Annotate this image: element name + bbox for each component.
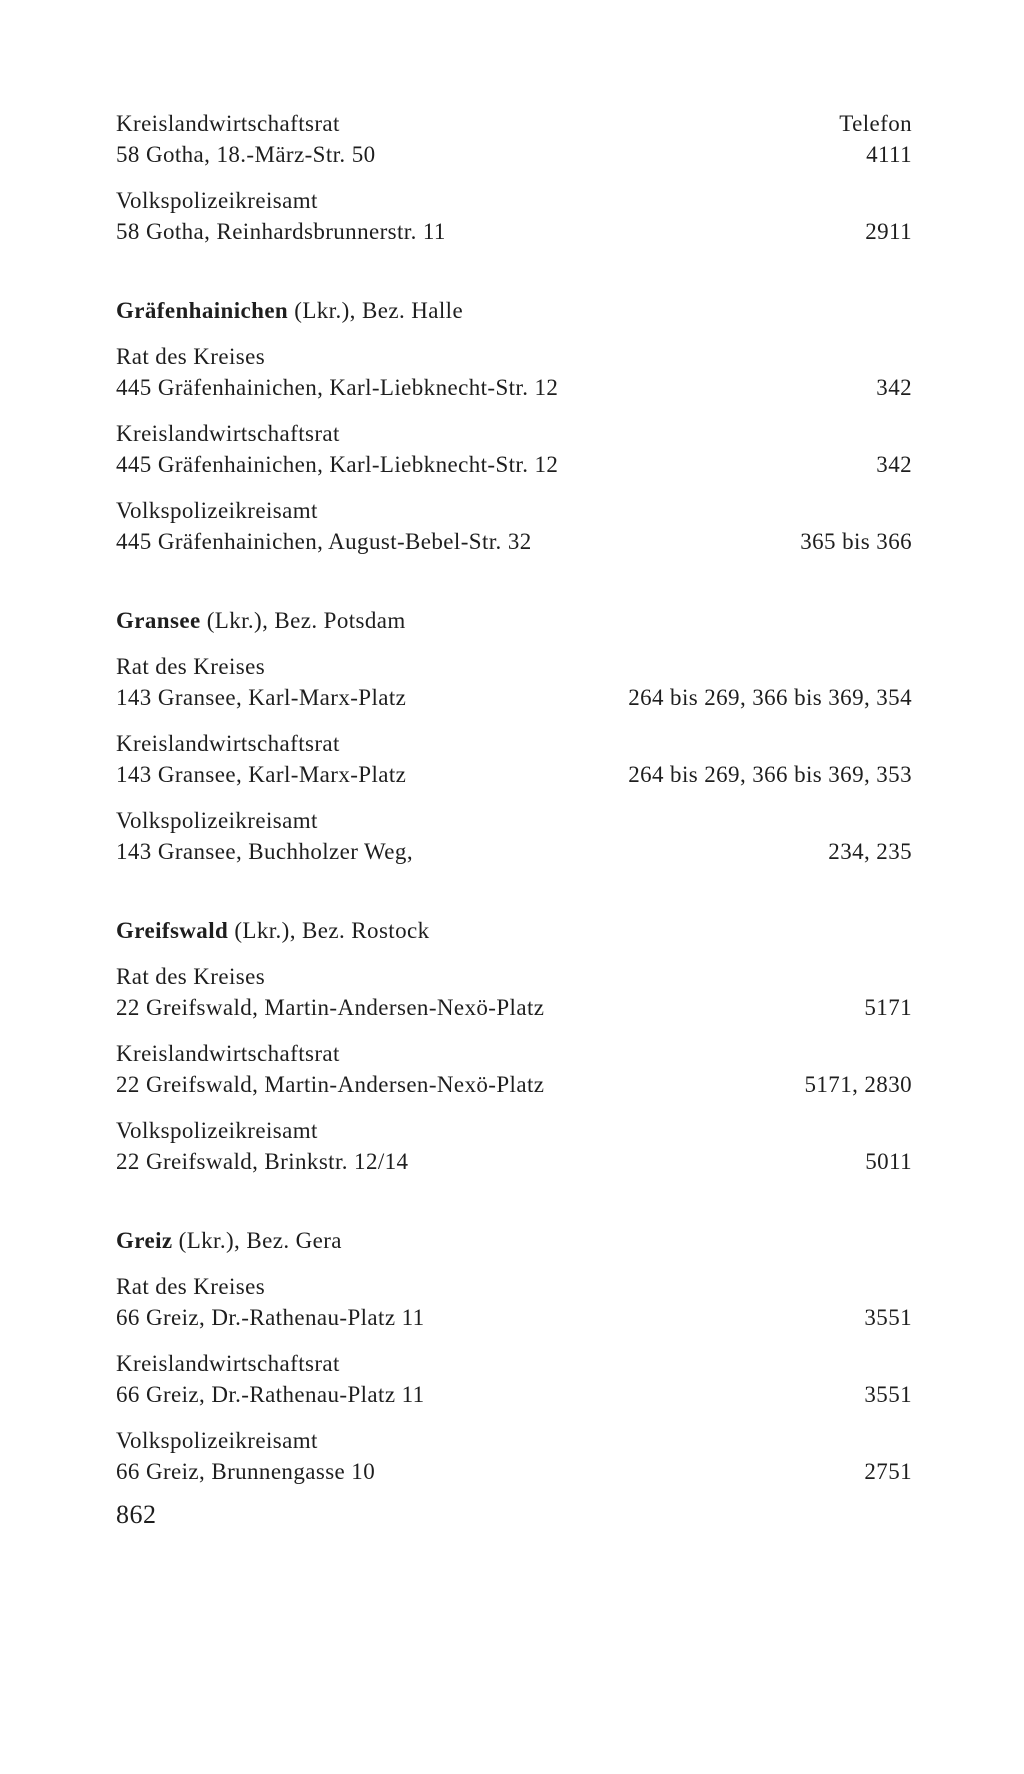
entry-label: Rat des Kreises [116, 964, 266, 989]
entry-label: Volkspolizeikreisamt [116, 1118, 318, 1143]
district-greifswald [116, 915, 912, 1177]
entry-phone: 234, 235 [828, 839, 912, 864]
district-suffix: (Lkr.), Bez. Potsdam [200, 608, 406, 633]
entry-phone: 5011 [865, 1149, 912, 1174]
gotha-continuation [116, 108, 912, 247]
district-name: Gransee [116, 608, 201, 633]
telefon-column-header: Telefon [839, 111, 912, 136]
directory-entry [116, 341, 912, 403]
directory-entry [116, 1115, 912, 1177]
entry-label: Kreislandwirtschaftsrat [116, 421, 340, 446]
district-graefenhainichen [116, 295, 912, 557]
directory-entry [116, 495, 912, 557]
entry-label: Kreislandwirtschaftsrat [116, 1351, 340, 1376]
district-heading [116, 605, 912, 636]
entry-address: 58 Gotha, 18.-März-Str. 50 [116, 142, 376, 167]
district-suffix: (Lkr.), Bez. Rostock [228, 918, 430, 943]
entry-phone: 2751 [864, 1459, 912, 1484]
district-greiz [116, 1225, 912, 1487]
page-number: 862 [116, 1500, 157, 1529]
entry-address: 143 Gransee, Karl-Marx-Platz [116, 762, 407, 787]
entry-phone: 4111 [866, 142, 912, 167]
directory-entry [116, 108, 912, 170]
entry-phone: 3551 [864, 1305, 912, 1330]
entry-phone: 3551 [864, 1382, 912, 1407]
entry-label: Volkspolizeikreisamt [116, 1428, 318, 1453]
district-name: Greiz [116, 1228, 173, 1253]
entry-phone: 5171, 2830 [804, 1072, 912, 1097]
entry-address: 22 Greifswald, Martin-Andersen-Nexö-Platz [116, 1072, 545, 1097]
entry-address: 445 Gräfenhainichen, Karl-Liebknecht-Str. 12 [116, 452, 559, 477]
entry-label: Kreislandwirtschaftsrat [116, 111, 340, 136]
entry-address: 66 Greiz, Brunnengasse 10 [116, 1459, 376, 1484]
directory-entry [116, 1348, 912, 1410]
entry-address: 445 Gräfenhainichen, August-Bebel-Str. 32 [116, 529, 532, 554]
directory-entry [116, 418, 912, 480]
district-name: Gräfenhainichen [116, 298, 289, 323]
entry-label: Kreislandwirtschaftsrat [116, 731, 340, 756]
directory-entry [116, 651, 912, 713]
entry-label: Volkspolizeikreisamt [116, 808, 318, 833]
entry-address: 66 Greiz, Dr.-Rathenau-Platz 11 [116, 1382, 425, 1407]
entry-phone: 365 bis 366 [800, 529, 912, 554]
entry-label: Volkspolizeikreisamt [116, 188, 318, 213]
district-suffix: (Lkr.), Bez. Gera [172, 1228, 342, 1253]
entry-address: 66 Greiz, Dr.-Rathenau-Platz 11 [116, 1305, 425, 1330]
entry-phone: 342 [876, 452, 912, 477]
district-gransee [116, 605, 912, 867]
directory-entry [116, 805, 912, 867]
entry-address: 143 Gransee, Buchholzer Weg, [116, 839, 413, 864]
entry-label: Volkspolizeikreisamt [116, 498, 318, 523]
entry-phone: 264 bis 269, 366 bis 369, 354 [628, 685, 912, 710]
directory-entry [116, 1038, 912, 1100]
directory-entry [116, 728, 912, 790]
entry-label: Rat des Kreises [116, 654, 266, 679]
entry-address: 58 Gotha, Reinhardsbrunnerstr. 11 [116, 219, 446, 244]
entry-phone: 5171 [864, 995, 912, 1020]
entry-address: 143 Gransee, Karl-Marx-Platz [116, 685, 407, 710]
directory-entry [116, 1425, 912, 1487]
directory-entry [116, 1271, 912, 1333]
directory-entry [116, 185, 912, 247]
entry-phone: 2911 [865, 219, 912, 244]
entry-label: Rat des Kreises [116, 1274, 266, 1299]
district-name: Greifswald [116, 918, 229, 943]
district-heading [116, 295, 912, 326]
entry-phone: 264 bis 269, 366 bis 369, 353 [628, 762, 912, 787]
district-suffix: (Lkr.), Bez. Halle [288, 298, 464, 323]
district-heading [116, 1225, 912, 1256]
district-heading [116, 915, 912, 946]
entry-address: 22 Greifswald, Brinkstr. 12/14 [116, 1149, 409, 1174]
directory-entry [116, 961, 912, 1023]
entry-address: 22 Greifswald, Martin-Andersen-Nexö-Platz [116, 995, 545, 1020]
entry-label: Kreislandwirtschaftsrat [116, 1041, 340, 1066]
entry-label: Rat des Kreises [116, 344, 266, 369]
entry-address: 445 Gräfenhainichen, Karl-Liebknecht-Str. 12 [116, 375, 559, 400]
directory-page [116, 108, 912, 1487]
entry-phone: 342 [876, 375, 912, 400]
